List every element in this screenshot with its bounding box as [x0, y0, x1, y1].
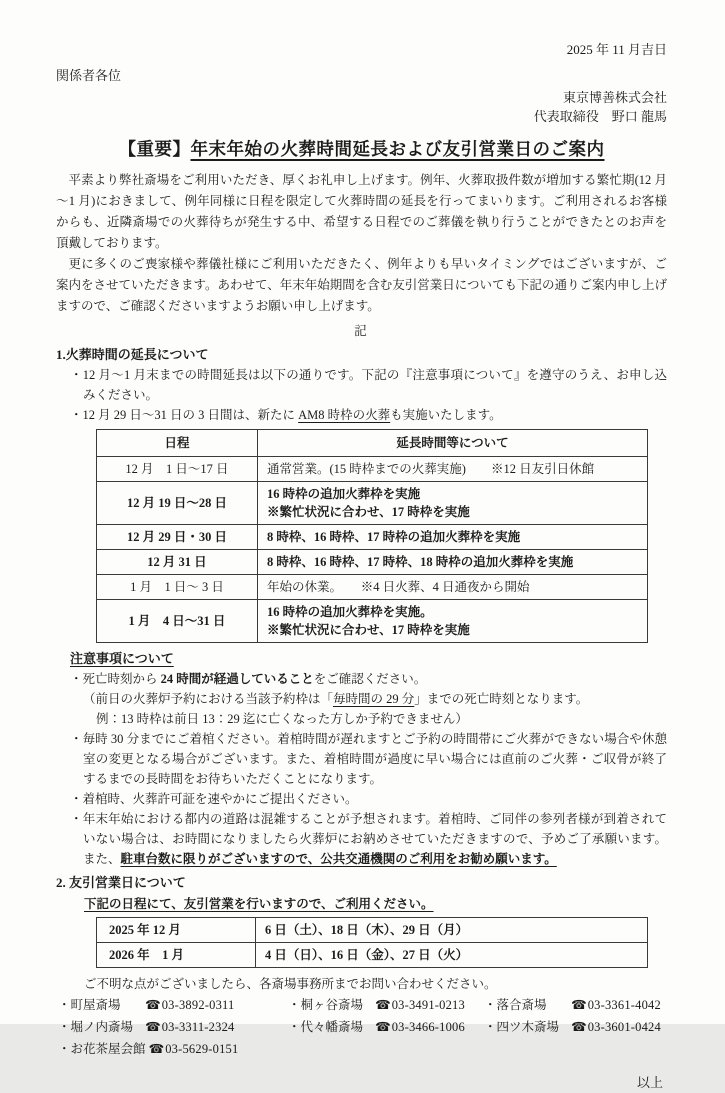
phone-icon: ☎	[571, 998, 587, 1012]
note-item-1	[70, 669, 667, 689]
section2-heading: 2. 友引営業日について	[56, 875, 186, 890]
section1-bullet-1: ・12 月～1 月末までの時間延長は以下の通りです。下記の『注意事項について』を遵守のうえ、お申し込みください。	[70, 368, 667, 402]
col-header-details: 延長時間等について	[258, 430, 648, 457]
note1-sub1-underlined: 毎時間の 29 分	[333, 692, 415, 706]
row-details-line: 16 時枠の追加火葬枠を実施	[267, 487, 421, 501]
phone-number: 03-3892-0311	[161, 998, 235, 1012]
notes-heading: 注意事項について	[70, 651, 174, 666]
row-details-line: 8 時枠、16 時枠、17 時枠の追加火葬枠を実施	[267, 530, 521, 544]
row-month: 2025 年 12 月	[97, 918, 256, 943]
tomobiki-business-days-table	[96, 917, 648, 968]
facility-name: ・堀ノ内斎場	[58, 1020, 134, 1034]
note4-bold-underlined: 駐車台数に限りがございますので、公共交通機関のご利用をお勧め願います。	[120, 852, 557, 866]
table-row	[97, 457, 648, 482]
contact-list	[58, 996, 667, 1059]
facility-name: ・代々幡斎場	[288, 1020, 364, 1034]
row-details-line: ※繁忙状況に合わせ、17 時枠を実施	[267, 623, 470, 637]
row-details-line: 年始の休業。 ※4 日火葬、4 日通夜から開始	[267, 580, 530, 594]
row-details-line: 8 時枠、16 時枠、17 時枠、18 時枠の追加火葬枠を実施	[267, 555, 574, 569]
note-item-1-sub1	[83, 689, 667, 709]
row-date: 12 月 29 日・30 日	[97, 525, 258, 550]
row-date: 12 月 19 日～28 日	[97, 482, 258, 525]
inquiry-line: ご不明な点がございましたら、各斎場事務所までお問い合わせください。	[84, 977, 497, 991]
contact-item	[288, 996, 484, 1015]
phone-icon: ☎	[375, 998, 391, 1012]
intro-paragraph-1: 平素より弊社斎場をご利用いただき、厚くお礼申し上げます。例年、火葬取扱件数が増加する繁忙期(12 月～1 月)におきまして、例年同様に日程を限定して火葬時間の延長を行ってまいります。ご利用されるお客様からも、近隣斎場での火葬待ちが発生する中、希望する日程でのご葬儀を執り行うことができたとのお声を頂戴しております。	[56, 173, 667, 250]
row-days: 4 日（日）、16 日（金）、27 日（火）	[256, 943, 648, 968]
note-item-3: ・着棺時、火葬許可証を速やかにご提出ください。	[70, 792, 358, 806]
phone-number: 03-3311-2324	[161, 1020, 235, 1034]
intro-paragraph-2: 更に多くのご喪家様や葬儀社様にご利用いただきたく、例年よりも早いタイミングではございますが、ご案内をさせていただきます。あわせて、年末年始期間を含む友引営業日についても下記の通りご案内申し上げますので、ご確認くださいますようお願い申し上げます。	[56, 257, 668, 313]
closing-mark: 以上	[636, 1075, 663, 1090]
facility-name: ・桐ヶ谷斎場	[288, 998, 364, 1012]
table-row	[97, 918, 648, 943]
note1-sub1-post: 」までの死亡時刻となります。	[414, 692, 589, 706]
facility-name: ・お花茶屋会館	[58, 1042, 146, 1056]
recipient-line: 関係者各位	[56, 68, 122, 83]
table-header-row	[97, 430, 648, 457]
phone-icon: ☎	[571, 1020, 587, 1034]
bullet2-post: も実施いたします。	[390, 408, 502, 422]
table-row	[97, 575, 648, 600]
facility-name: ・四ツ木斎場	[484, 1020, 560, 1034]
title-prefix: 【重要】	[118, 139, 191, 159]
note1-post: をご確認ください。	[313, 672, 427, 686]
phone-number: 03-3466-1006	[391, 1020, 465, 1034]
row-date: 12 月 1 日～17 日	[97, 457, 258, 482]
row-details	[258, 457, 648, 482]
row-details	[258, 575, 648, 600]
row-date: 1 月 4 日～31 日	[97, 600, 258, 643]
row-date: 1 月 1 日～ 3 日	[97, 575, 258, 600]
note-item-4	[70, 809, 667, 869]
row-details-line: ※繁忙状況に合わせ、17 時枠を実施	[267, 505, 470, 519]
facility-name: ・落合斎場	[484, 998, 547, 1012]
section1-heading: 1.火葬時間の延長について	[56, 347, 209, 362]
company-name: 東京博善株式会社	[562, 90, 667, 105]
phone-icon: ☎	[145, 1020, 161, 1034]
section2-subline	[84, 894, 667, 914]
row-days: 6 日（土）、18 日（木）、29 日（月）	[256, 918, 648, 943]
note-item-2: ・毎時 30 分までにご着棺ください。着棺時間が遅れますとご予約の時間帯にご火葬ができない場合や休憩室の変更となる場合がございます。また、着棺時間が過度に早い場合には直前のご火葬・ご収骨が終了するまでの長時間をお待ちいただくことになります。	[70, 732, 667, 786]
bullet2-pre: ・12 月 29 日～31 日の 3 日間は、新たに	[70, 408, 299, 422]
row-details	[258, 482, 648, 525]
cremation-schedule-table	[96, 429, 648, 643]
row-details	[258, 550, 648, 575]
ki-marker: 記	[354, 324, 369, 338]
contact-item	[58, 996, 288, 1015]
phone-number: 03-3491-0213	[391, 998, 465, 1012]
table-row	[97, 482, 648, 525]
bullet2-underlined: AM8 時枠の火葬	[298, 408, 391, 422]
row-details-line: 通常営業。(15 時枠までの火葬実施) ※12 日友引日休館	[267, 462, 595, 476]
company-block	[56, 88, 667, 126]
title-main: 年末年始の火葬時間延長および友引営業日のご案内	[190, 139, 605, 159]
signer-name: 代表取締役 野口 龍馬	[533, 109, 667, 124]
section2-subline-text: 下記の日程にて、友引営業を行いますので、ご利用ください。	[84, 897, 434, 911]
phone-number: 03-3601-0424	[587, 1020, 661, 1034]
page-title	[56, 136, 667, 162]
contact-item	[484, 996, 667, 1015]
table-row	[97, 943, 648, 968]
contact-item	[288, 1018, 484, 1037]
row-details-line: 16 時枠の追加火葬枠を実施。	[267, 605, 433, 619]
table-row	[97, 600, 648, 643]
phone-icon: ☎	[148, 1042, 165, 1056]
section1-bullet-2	[70, 405, 667, 425]
note1-pre: ・死亡時刻から	[70, 672, 161, 686]
row-date: 12 月 31 日	[97, 550, 258, 575]
contact-item	[58, 1018, 288, 1037]
row-details	[258, 600, 648, 643]
col-header-date: 日程	[97, 430, 258, 457]
note1-sub1-pre: （前日の火葬炉予約における当該予約枠は「	[83, 692, 334, 706]
phone-icon: ☎	[145, 998, 161, 1012]
phone-number: 03-3361-4042	[587, 998, 661, 1012]
note-item-1-sub2: 例：13 時枠は前日 13：29 迄に亡くなった方しか予約できません）	[96, 712, 468, 726]
row-details	[258, 525, 648, 550]
phone-icon: ☎	[375, 1020, 391, 1034]
contact-item	[58, 1040, 288, 1059]
note1-bold: 24 時間が経過していること	[160, 672, 314, 686]
facility-name: ・町屋斎場	[58, 998, 121, 1012]
contact-item	[484, 1018, 667, 1037]
note4-pre: ・年末年始における都内の道路は混雑することが予想されます。着棺時、ご同伴の参列者様が到着されていない場合は、お時間になりましたら火葬炉にお納めさせていただきますので、予めご了承願います。また、	[70, 812, 667, 866]
phone-number: 03-5629-0151	[165, 1042, 239, 1056]
row-month: 2026 年 1 月	[97, 943, 256, 968]
document-date: 2025 年 11 月吉日	[566, 42, 667, 57]
table-row	[97, 525, 648, 550]
table-row	[97, 550, 648, 575]
